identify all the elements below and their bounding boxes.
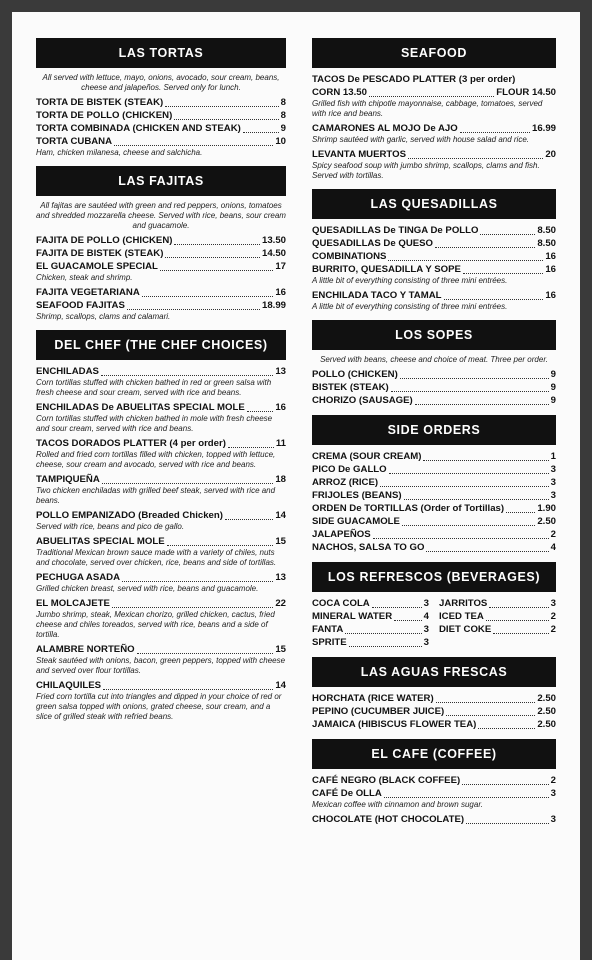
section-note: All served with lettuce, mayo, onions, avocado, sour cream, beans, cheese and jalapeños. Served only for lunch. bbox=[42, 73, 280, 92]
menu-item bbox=[312, 86, 556, 119]
menu-item-description: Steak sautéed with onions, bacon, green peppers, topped with cheese and served over flour tortillas. bbox=[36, 656, 286, 675]
menu-item-description: Grilled fish with chipotle mayonnaise, cabbage, tomatoes, served with rice and beans. bbox=[312, 99, 543, 118]
menu-item bbox=[312, 502, 556, 515]
section-header: LAS QUESADILLAS bbox=[312, 189, 556, 219]
menu-item-price: 22 bbox=[275, 598, 286, 609]
menu-item bbox=[312, 224, 556, 237]
dot-leader bbox=[435, 246, 535, 248]
dot-leader bbox=[225, 518, 273, 520]
menu-item-row bbox=[36, 96, 286, 109]
dot-leader bbox=[486, 619, 549, 621]
dot-leader bbox=[243, 131, 279, 133]
dot-leader bbox=[372, 606, 422, 608]
menu-item bbox=[312, 718, 556, 731]
menu-item-price: 3 bbox=[550, 788, 556, 799]
menu-item-row bbox=[312, 623, 429, 636]
menu-item-name: COMBINATIONS bbox=[312, 251, 387, 262]
dot-leader bbox=[165, 105, 278, 107]
menu-item bbox=[312, 541, 556, 554]
menu-item bbox=[312, 289, 556, 312]
dot-leader bbox=[436, 701, 536, 703]
menu-item-price: 3 bbox=[550, 814, 556, 825]
menu-item-name: CHILAQUILES bbox=[36, 680, 102, 691]
menu-item bbox=[312, 515, 556, 528]
menu-item bbox=[36, 437, 286, 470]
menu-item-row bbox=[312, 489, 556, 502]
menu-item bbox=[36, 535, 286, 568]
menu-item-price: 14 bbox=[275, 680, 286, 691]
menu-item-row bbox=[312, 502, 556, 515]
menu-item bbox=[312, 692, 556, 705]
menu-item-name: PEPINO (CUCUMBER JUICE) bbox=[312, 706, 445, 717]
menu-item bbox=[36, 365, 286, 398]
menu-item bbox=[36, 96, 286, 109]
menu-item-row bbox=[36, 234, 286, 247]
menu-item-name: ENCHILADA TACO Y TAMAL bbox=[312, 290, 442, 301]
dot-leader bbox=[349, 645, 422, 647]
dot-leader bbox=[480, 233, 535, 235]
menu-item-description: A little bit of everything consisting of three mini entrées. bbox=[312, 302, 508, 311]
menu-item-price: 9 bbox=[280, 123, 286, 134]
two-column-list bbox=[312, 597, 556, 649]
menu-item-name: FAJITA DE POLLO (CHICKEN) bbox=[36, 235, 173, 246]
menu-item-description: Mexican coffee with cinnamon and brown sugar. bbox=[312, 800, 483, 809]
menu-item-price: 15 bbox=[275, 536, 286, 547]
dot-leader bbox=[122, 580, 273, 582]
menu-item-price: 2 bbox=[550, 529, 556, 540]
menu-item-name: LEVANTA MUERTOS bbox=[312, 149, 406, 160]
menu-item bbox=[36, 109, 286, 122]
menu-item bbox=[312, 450, 556, 463]
menu-item-row bbox=[439, 623, 556, 636]
section-header: LAS AGUAS FRESCAS bbox=[312, 657, 556, 687]
menu-item-description: Spicy seafood soup with jumbo shrimp, scallops, clams and fish. Served with tortillas. bbox=[312, 161, 540, 180]
menu-item bbox=[36, 286, 286, 299]
menu-item-name: NACHOS, SALSA TO GO bbox=[312, 542, 425, 553]
menu-item-price: 16 bbox=[545, 290, 556, 301]
dot-leader bbox=[384, 796, 549, 798]
menu-item-price: 3 bbox=[423, 598, 429, 609]
menu-item-name: CAFÉ De OLLA bbox=[312, 788, 382, 799]
menu-item-description: Two chicken enchiladas with grilled beef steak, served with rice and beans. bbox=[36, 486, 276, 505]
menu-section bbox=[36, 38, 286, 158]
dot-leader bbox=[228, 446, 274, 448]
menu-item bbox=[36, 260, 286, 283]
menu-item bbox=[312, 368, 556, 381]
menu-item-price: 4 bbox=[550, 542, 556, 553]
menu-item-price: 2.50 bbox=[537, 719, 556, 730]
menu-item-price: 4 bbox=[423, 611, 429, 622]
menu-item-name: PECHUGA ASADA bbox=[36, 572, 121, 583]
menu-item bbox=[312, 528, 556, 541]
menu-item-price: 14 bbox=[275, 510, 286, 521]
menu-item bbox=[36, 299, 286, 322]
menu-item-row bbox=[36, 437, 286, 450]
menu-item bbox=[36, 509, 286, 532]
menu-item-row bbox=[439, 610, 556, 623]
dot-leader bbox=[389, 472, 549, 474]
menu-item-description: Corn tortillas stuffed with chicken bathed in mole with fresh cheese and sour cream, served with rice and beans. bbox=[36, 414, 273, 433]
dot-leader bbox=[167, 544, 274, 546]
dot-leader bbox=[142, 295, 274, 297]
menu-item bbox=[312, 148, 556, 181]
menu-item-price: 8.50 bbox=[537, 225, 556, 236]
menu-item-row bbox=[312, 394, 556, 407]
menu-item-price: 1.90 bbox=[537, 503, 556, 514]
dot-leader bbox=[394, 619, 422, 621]
menu-item-row bbox=[36, 643, 286, 656]
menu-item-description: Shrimp, scallops, clams and calamari. bbox=[36, 312, 171, 321]
menu-item bbox=[312, 705, 556, 718]
section-header: SIDE ORDERS bbox=[312, 415, 556, 445]
dot-leader bbox=[402, 524, 535, 526]
menu-item-row bbox=[312, 450, 556, 463]
menu-item-name: POLLO EMPANIZADO (Breaded Chicken) bbox=[36, 510, 223, 521]
menu-item bbox=[36, 401, 286, 434]
dot-leader bbox=[462, 783, 548, 785]
menu-item bbox=[312, 813, 556, 826]
menu-item-price: 8 bbox=[280, 110, 286, 121]
menu-item-row bbox=[312, 718, 556, 731]
menu-item-name: BISTEK (STEAK) bbox=[312, 382, 389, 393]
menu-item-price: 2 bbox=[550, 775, 556, 786]
menu-item-row bbox=[312, 705, 556, 718]
section-note: All fajitas are sautéed with green and red peppers, onions, tomatoes and shredded mozzarella cheese. Served with rice, beans, sour cream and guacamole. bbox=[36, 201, 286, 230]
menu-item bbox=[312, 250, 556, 263]
menu-item-description: Fried corn tortilla cut into triangles and dipped in your choice of red or green salsa topped with onions, grated cheese, sour cream, and a slice of grilled steak with refried beans. bbox=[36, 692, 282, 721]
menu-item-price: 8.50 bbox=[537, 238, 556, 249]
menu-item-name: DIET COKE bbox=[439, 624, 492, 635]
menu-item-row bbox=[36, 401, 286, 414]
menu-item-row bbox=[312, 237, 556, 250]
menu-item-price: 13 bbox=[275, 366, 286, 377]
menu-item bbox=[36, 122, 286, 135]
menu-item-name: BURRITO, QUESADILLA Y SOPE bbox=[312, 264, 461, 275]
dot-leader bbox=[160, 269, 273, 271]
menu-item-name: TORTA CUBANA bbox=[36, 136, 113, 147]
menu-item-description: Chicken, steak and shrimp. bbox=[36, 273, 133, 282]
menu-item-name: TACOS De PESCADO PLATTER (3 per order) bbox=[312, 74, 516, 85]
section-header: LAS TORTAS bbox=[36, 38, 286, 68]
menu-item-name: ORDEN De TORTILLAS (Order of Tortillas) bbox=[312, 503, 505, 514]
dot-leader bbox=[174, 118, 278, 120]
menu-item-name: ARROZ (RICE) bbox=[312, 477, 379, 488]
menu-item-price: 9 bbox=[550, 395, 556, 406]
menu-item bbox=[312, 381, 556, 394]
menu-item-row bbox=[312, 515, 556, 528]
menu-item-price: 3 bbox=[550, 490, 556, 501]
dot-leader bbox=[391, 390, 549, 392]
menu-item-name: ICED TEA bbox=[439, 611, 484, 622]
menu-item-row bbox=[36, 109, 286, 122]
dot-leader bbox=[460, 131, 530, 133]
menu-item-price: 2.50 bbox=[537, 706, 556, 717]
menu-item-price: 14.50 bbox=[261, 248, 286, 259]
menu-item-price: 16 bbox=[545, 264, 556, 275]
dot-leader bbox=[493, 632, 548, 634]
dot-leader bbox=[426, 550, 548, 552]
menu-item-row bbox=[312, 787, 556, 800]
section-header: LAS FAJITAS bbox=[36, 166, 286, 196]
dot-leader bbox=[369, 95, 494, 97]
menu-item-description: Traditional Mexican brown sauce made with a variety of chiles, nuts and chocolate, served over chicken, rice, beans and side of tortillas. bbox=[36, 548, 277, 567]
menu-item bbox=[312, 394, 556, 407]
menu-item-row bbox=[312, 368, 556, 381]
menu-item-name: QUESADILLAS De QUESO bbox=[312, 238, 434, 249]
menu-item-row bbox=[312, 476, 556, 489]
menu-item bbox=[312, 263, 556, 286]
menu-item-name: CHORIZO (SAUSAGE) bbox=[312, 395, 413, 406]
menu-item bbox=[36, 135, 286, 158]
menu-item-row bbox=[312, 73, 556, 86]
dot-leader bbox=[415, 403, 549, 405]
dot-leader bbox=[506, 511, 535, 513]
dot-leader bbox=[489, 606, 548, 608]
menu-item-row bbox=[36, 122, 286, 135]
menu-item-price: 11 bbox=[275, 438, 286, 449]
menu-section bbox=[312, 189, 556, 312]
menu-item-name: FAJITA DE BISTEK (STEAK) bbox=[36, 248, 164, 259]
menu-right-column bbox=[312, 38, 556, 834]
menu-item-price: 2 bbox=[550, 624, 556, 635]
menu-item-price: 9 bbox=[550, 369, 556, 380]
menu-item-name: TORTA DE BISTEK (STEAK) bbox=[36, 97, 164, 108]
menu-item bbox=[312, 489, 556, 502]
menu-item-description: Jumbo shrimp, steak, Mexican chorizo, grilled chicken, cactus, fried cheese and chiles toreados, served with rice, beans and a side of tortilla. bbox=[36, 610, 275, 639]
dot-leader bbox=[423, 459, 548, 461]
menu-item bbox=[312, 476, 556, 489]
menu-item-price: 20 bbox=[545, 149, 556, 160]
menu-item bbox=[36, 571, 286, 594]
menu-item-row bbox=[312, 289, 556, 302]
menu-item-row bbox=[36, 597, 286, 610]
menu-item-description: Shrimp sautéed with garlic, served with house salad and rice. bbox=[312, 135, 529, 144]
menu-section bbox=[312, 320, 556, 407]
menu-item-row bbox=[36, 286, 286, 299]
menu-item-name: CAMARONES AL MOJO De AJO bbox=[312, 123, 458, 134]
menu-item-price: 1 bbox=[550, 451, 556, 462]
dot-leader bbox=[446, 714, 535, 716]
menu-item-price: 13.50 bbox=[261, 235, 286, 246]
menu-item-name: PICO De GALLO bbox=[312, 464, 387, 475]
menu-item-name: FANTA bbox=[312, 624, 344, 635]
menu-item-name: ENCHILADAS De ABUELITAS SPECIAL MOLE bbox=[36, 402, 245, 413]
dot-leader bbox=[373, 537, 549, 539]
menu-item-row bbox=[36, 679, 286, 692]
menu-left-column bbox=[36, 38, 286, 730]
menu-item-name: COCA COLA bbox=[312, 598, 370, 609]
menu-item bbox=[36, 247, 286, 260]
menu-item-description: Corn tortillas stuffed with chicken bathed in red or green salsa with fresh cheese and sour cream, served with rice and beans. bbox=[36, 378, 272, 397]
menu-item-row bbox=[312, 597, 429, 610]
menu-item-row bbox=[312, 813, 556, 826]
menu-item-price: 17 bbox=[275, 261, 286, 272]
dot-leader bbox=[463, 272, 543, 274]
menu-section bbox=[36, 166, 286, 322]
menu-page bbox=[12, 12, 580, 960]
menu-item-name: FRIJOLES (BEANS) bbox=[312, 490, 402, 501]
menu-item-row bbox=[36, 365, 286, 378]
menu-item-description: A little bit of everything consisting of three mini entrées. bbox=[312, 276, 508, 285]
menu-item bbox=[36, 679, 286, 722]
menu-item-price: 18.99 bbox=[261, 300, 286, 311]
menu-item-price: 16.99 bbox=[531, 123, 556, 134]
section-header: DEL CHEF (THE CHEF CHOICES) bbox=[36, 330, 286, 360]
menu-item bbox=[312, 774, 556, 787]
menu-item-name: CREMA (SOUR CREAM) bbox=[312, 451, 422, 462]
menu-item-row bbox=[36, 260, 286, 273]
dot-leader bbox=[127, 308, 260, 310]
menu-item-name: ABUELITAS SPECIAL MOLE bbox=[36, 536, 165, 547]
section-header: LOS SOPES bbox=[312, 320, 556, 350]
menu-section bbox=[312, 38, 556, 181]
dot-leader bbox=[408, 157, 543, 159]
section-note: Served with beans, cheese and choice of meat. Three per order. bbox=[320, 355, 548, 364]
menu-item-row bbox=[312, 381, 556, 394]
menu-item-price: 2 bbox=[550, 611, 556, 622]
dot-leader bbox=[112, 606, 273, 608]
dot-leader bbox=[174, 243, 260, 245]
menu-item-row bbox=[36, 473, 286, 486]
beverage-column bbox=[439, 597, 556, 649]
menu-item-name: ALAMBRE NORTEÑO bbox=[36, 644, 135, 655]
menu-item-row bbox=[36, 509, 286, 522]
menu-item-price: 18 bbox=[275, 474, 286, 485]
section-header: EL CAFE (COFFEE) bbox=[312, 739, 556, 769]
menu-item-row bbox=[312, 263, 556, 276]
menu-item-price: FLOUR 14.50 bbox=[496, 87, 556, 98]
menu-item-name: JARRITOS bbox=[439, 598, 488, 609]
menu-item-name: SIDE GUACAMOLE bbox=[312, 516, 400, 527]
menu-item bbox=[36, 473, 286, 506]
menu-item-name: EL GUACAMOLE SPECIAL bbox=[36, 261, 158, 272]
dot-leader bbox=[444, 298, 544, 300]
menu-item-row bbox=[312, 692, 556, 705]
menu-item-price: 16 bbox=[545, 251, 556, 262]
menu-item-name: JALAPEÑOS bbox=[312, 529, 371, 540]
menu-item-price: 13 bbox=[275, 572, 286, 583]
menu-item-name: ENCHILADAS bbox=[36, 366, 99, 377]
menu-section bbox=[36, 330, 286, 722]
menu-item-description: Rolled and fried corn tortillas filled with chicken, topped with lettuce, cheese, sour cream and avocado, served with rice and beans. bbox=[36, 450, 276, 469]
menu-item-name: SPRITE bbox=[312, 637, 347, 648]
menu-item-price: 8 bbox=[280, 97, 286, 108]
menu-item-row bbox=[36, 247, 286, 260]
dot-leader bbox=[101, 374, 273, 376]
dot-leader bbox=[404, 498, 549, 500]
menu-item bbox=[312, 463, 556, 476]
menu-item-row bbox=[439, 597, 556, 610]
menu-item bbox=[36, 643, 286, 676]
menu-item bbox=[36, 234, 286, 247]
menu-item-row bbox=[312, 636, 429, 649]
menu-item-name: CORN 13.50 bbox=[312, 87, 367, 98]
menu-item-name: CAFÉ NEGRO (BLACK COFFEE) bbox=[312, 775, 461, 786]
menu-item-row bbox=[312, 148, 556, 161]
menu-item-row bbox=[312, 541, 556, 554]
menu-item-name: CHOCOLATE (HOT CHOCOLATE) bbox=[312, 814, 465, 825]
menu-item-name: JAMAICA (HIBISCUS FLOWER TEA) bbox=[312, 719, 477, 730]
section-header: SEAFOOD bbox=[312, 38, 556, 68]
menu-item bbox=[312, 122, 556, 145]
menu-item-price: 3 bbox=[550, 464, 556, 475]
menu-item-price: 3 bbox=[550, 598, 556, 609]
dot-leader bbox=[388, 259, 543, 261]
menu-item bbox=[312, 73, 556, 86]
menu-section bbox=[312, 657, 556, 731]
menu-item-price: 9 bbox=[550, 382, 556, 393]
menu-item-price: 10 bbox=[275, 136, 286, 147]
menu-section bbox=[312, 562, 556, 649]
menu-item-name: TORTA COMBINADA (CHICKEN AND STEAK) bbox=[36, 123, 241, 134]
menu-item-row bbox=[312, 86, 556, 99]
dot-leader bbox=[103, 688, 273, 690]
menu-item-price: 3 bbox=[423, 624, 429, 635]
menu-item-row bbox=[312, 224, 556, 237]
section-header: LOS REFRESCOS (BEVERAGES) bbox=[312, 562, 556, 592]
menu-item-description: Ham, chicken milanesa, cheese and salchicha. bbox=[36, 148, 203, 157]
dot-leader bbox=[102, 482, 274, 484]
menu-item-name: TAMPIQUEÑA bbox=[36, 474, 100, 485]
menu-item bbox=[36, 597, 286, 640]
menu-item-price: 2.50 bbox=[537, 516, 556, 527]
menu-item bbox=[312, 237, 556, 250]
menu-item bbox=[312, 787, 556, 810]
menu-item-name: MINERAL WATER bbox=[312, 611, 393, 622]
menu-section bbox=[312, 415, 556, 554]
menu-item-row bbox=[312, 122, 556, 135]
menu-item-price: 16 bbox=[275, 402, 286, 413]
menu-item-price: 15 bbox=[275, 644, 286, 655]
menu-item-name: QUESADILLAS De TINGA De POLLO bbox=[312, 225, 479, 236]
beverage-column bbox=[312, 597, 429, 649]
menu-item-row bbox=[312, 528, 556, 541]
menu-item-name: SEAFOOD FAJITAS bbox=[36, 300, 125, 311]
dot-leader bbox=[247, 410, 274, 412]
dot-leader bbox=[165, 256, 260, 258]
menu-item-description: Grilled chicken breast, served with rice, beans and guacamole. bbox=[36, 584, 259, 593]
dot-leader bbox=[345, 632, 421, 634]
menu-section bbox=[312, 739, 556, 826]
menu-item-price: 3 bbox=[423, 637, 429, 648]
menu-item-row bbox=[312, 250, 556, 263]
menu-item-row bbox=[312, 610, 429, 623]
menu-item-price: 2.50 bbox=[537, 693, 556, 704]
menu-item-price: 3 bbox=[550, 477, 556, 488]
menu-item-name: TORTA DE POLLO (CHICKEN) bbox=[36, 110, 173, 121]
menu-item-row bbox=[36, 535, 286, 548]
dot-leader bbox=[114, 144, 273, 146]
menu-item-name: HORCHATA (RICE WATER) bbox=[312, 693, 434, 704]
menu-item-row bbox=[312, 463, 556, 476]
menu-item-row bbox=[36, 299, 286, 312]
menu-item-name: POLLO (CHICKEN) bbox=[312, 369, 398, 380]
menu-item-row bbox=[36, 135, 286, 148]
menu-item-name: FAJITA VEGETARIANA bbox=[36, 287, 140, 298]
menu-item-price: 16 bbox=[275, 287, 286, 298]
menu-item-name: TACOS DORADOS PLATTER (4 per order) bbox=[36, 438, 226, 449]
dot-leader bbox=[380, 485, 549, 487]
dot-leader bbox=[400, 377, 549, 379]
menu-item-row bbox=[36, 571, 286, 584]
menu-item-description: Served with rice, beans and pico de gallo. bbox=[36, 522, 185, 531]
menu-item-name: EL MOLCAJETE bbox=[36, 598, 110, 609]
dot-leader bbox=[466, 822, 549, 824]
dot-leader bbox=[137, 652, 274, 654]
dot-leader bbox=[478, 727, 535, 729]
menu-item-row bbox=[312, 774, 556, 787]
